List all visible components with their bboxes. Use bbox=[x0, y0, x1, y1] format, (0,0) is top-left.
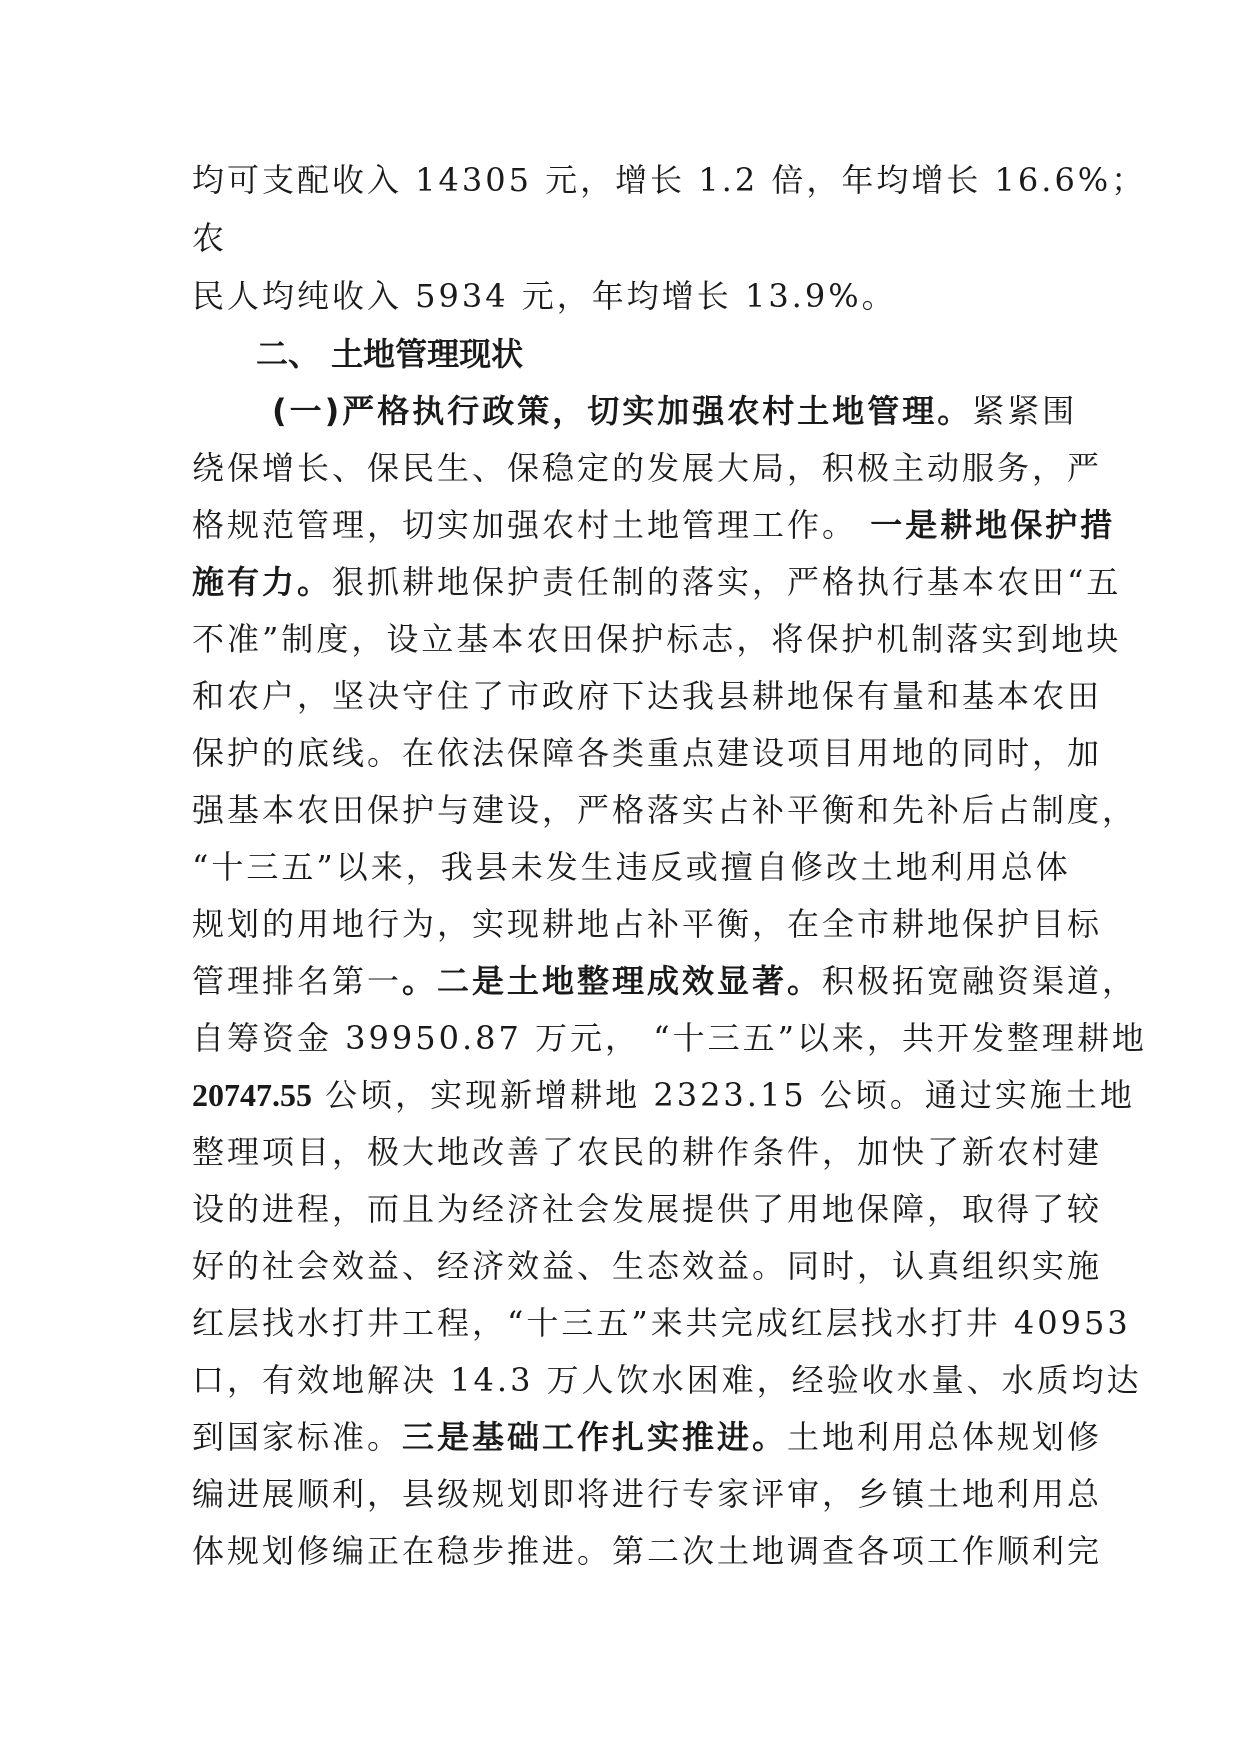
body-line bbox=[192, 505, 1115, 545]
body-line bbox=[192, 961, 1137, 1001]
point-title: 。二是土地整理成效显著。 bbox=[402, 962, 823, 1000]
body-line: 农 bbox=[192, 219, 228, 257]
body-text: 紧紧围 bbox=[972, 392, 1078, 430]
body-line: 红层找水打井工程，“十三五”来共完成红层找水打井 40953 bbox=[192, 1304, 1131, 1342]
body-line: 设的进程，而且为经济社会发展提供了用地保障，取得了较 bbox=[192, 1190, 1103, 1228]
body-line: “十三五”以来，我县未发生违反或擅自修改土地利用总体 bbox=[192, 848, 1071, 886]
body-line: 编进展顺利，县级规划即将进行专家评审，乡镇土地利用总 bbox=[192, 1475, 1103, 1513]
body-line: 保护的底线。在依法保障各类重点建设项目用地的同时，加 bbox=[192, 734, 1103, 772]
body-line: 和农户，坚决守住了市政府下达我县耕地保有量和基本农田 bbox=[192, 677, 1103, 715]
point-title: 一是耕地保护措 bbox=[870, 506, 1116, 544]
body-line bbox=[192, 1417, 1102, 1457]
body-text: 积极拓宽融资渠道， bbox=[822, 962, 1138, 1000]
body-line bbox=[192, 562, 1121, 602]
body-line: 体规划修编正在稳步推进。第二次土地调查各项工作顺利完 bbox=[192, 1532, 1103, 1570]
area-value: 20747.55 bbox=[192, 1077, 312, 1113]
body-line: 绕保增长、保民生、保稳定的发展大局，积极主动服务，严 bbox=[192, 449, 1103, 487]
body-line: 规划的用地行为，实现耕地占补平衡，在全市耕地保护目标 bbox=[192, 905, 1103, 943]
paragraph-lead-line bbox=[272, 391, 1077, 431]
point-title: 施有力。 bbox=[192, 563, 333, 601]
body-text: 管理排名第一 bbox=[192, 962, 403, 1000]
body-line: 强基本农田保护与建设，严格落实占补平衡和先补后占制度， bbox=[192, 791, 1138, 829]
body-line: 自筹资金 39950.87 万元， “十三五”以来，共开发整理耕地 bbox=[192, 1019, 1147, 1057]
point-title: 三是基础工作扎实推进。 bbox=[402, 1418, 788, 1456]
body-line: 整理项目，极大地改善了农民的耕作条件，加快了新农村建 bbox=[192, 1133, 1103, 1171]
section-heading: 二、 土地管理现状 bbox=[256, 335, 524, 373]
body-line: 不准”制度，设立基本农田保护标志，将保护机制落实到地块 bbox=[192, 620, 1122, 658]
body-line: 民人均纯收入 5934 元，年均增长 13.9%。 bbox=[192, 277, 897, 315]
body-text: 公顷，实现新增耕地 2323.15 公顷。通过实施土地 bbox=[312, 1076, 1135, 1114]
body-text: 土地利用总体规划修 bbox=[787, 1418, 1103, 1456]
body-line bbox=[192, 1075, 1135, 1115]
body-line: 口，有效地解决 14.3 万人饮水困难，经验收水量、水质均达 bbox=[192, 1361, 1142, 1399]
body-line: 均可支配收入 14305 元，增长 1.2 倍，年均增长 16.6%； bbox=[192, 161, 1147, 199]
body-text: 格规范管理，切实加强农村土地管理工作。 bbox=[192, 506, 871, 544]
body-line: 好的社会效益、经济效益、生态效益。同时，认真组织实施 bbox=[192, 1247, 1103, 1285]
body-text: 到国家标准。 bbox=[192, 1418, 403, 1456]
body-text: 狠抓耕地保护责任制的落实，严格执行基本农田“五 bbox=[332, 563, 1122, 601]
subsection-title: (一)严格执行政策，切实加强农村土地管理。 bbox=[272, 392, 973, 430]
